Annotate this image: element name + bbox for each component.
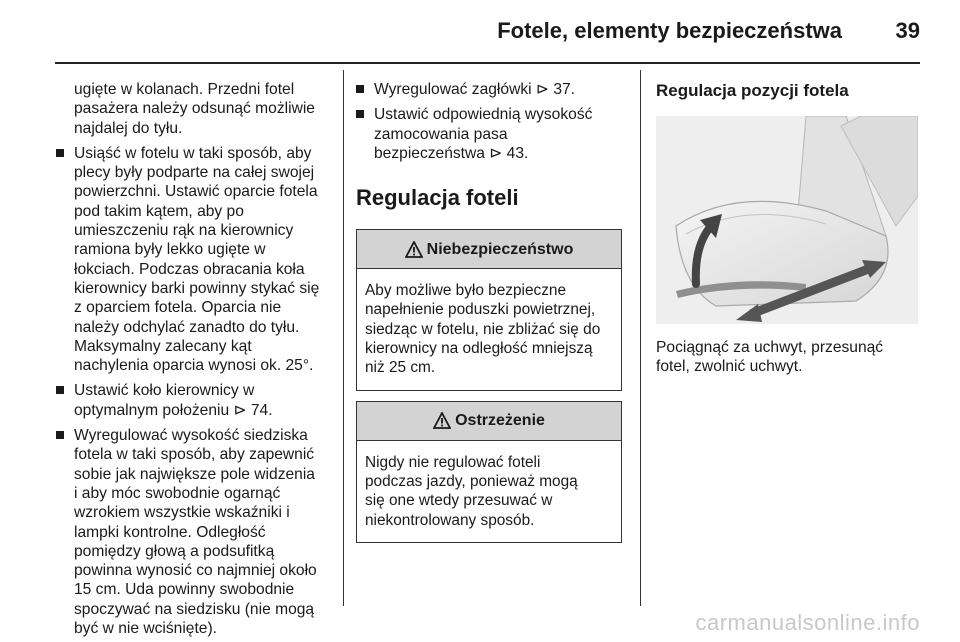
- text-line: lampki kontrolne. Odległość: [74, 523, 266, 541]
- header-title: Fotele, elementy bezpieczeństwa: [497, 18, 842, 43]
- text-line: pod takim kątem, aby po: [74, 202, 244, 220]
- page-number: 39: [895, 18, 920, 43]
- bullet-square-icon: [56, 149, 64, 157]
- text-line: zamocowania pasa: [374, 125, 508, 143]
- text-line: Usiąść w fotelu w taki sposób, aby: [74, 144, 312, 162]
- list-item: [356, 80, 622, 99]
- list-item: [356, 105, 622, 163]
- text-line: powierzchni. Ustawić oparcie fotela: [74, 183, 318, 201]
- text-line: 15 cm. Uda powinny swobodnie: [74, 581, 295, 599]
- list-item: [56, 381, 338, 420]
- column-divider-2: [640, 70, 641, 606]
- bullet-square-icon: [356, 85, 364, 93]
- page-reference-link[interactable]: optymalnym położeniu ⊳ 74.: [74, 401, 273, 419]
- continued-paragraph: [56, 80, 338, 138]
- text-line: spoczywać na siedzisku (nie mogą: [74, 600, 315, 618]
- seat-adjustment-illustration: [656, 116, 918, 324]
- page-reference-link[interactable]: Wyregulować zagłówki ⊳ 37.: [374, 81, 575, 98]
- text-line: łokciach. Podczas obracania koła: [74, 260, 305, 278]
- text-line: Aby możliwe było bezpieczne: [365, 282, 567, 300]
- column-1: [56, 80, 338, 638]
- text-line: podczas jazdy, ponieważ mogą: [365, 472, 578, 490]
- list-item: [56, 144, 338, 376]
- text-line: napełnienie poduszki powietrznej,: [365, 301, 596, 319]
- text-line: Ustawić odpowiednią wysokość: [374, 106, 593, 124]
- text-line: plecy były podparte na całej swojej: [74, 164, 315, 182]
- figure-caption: [656, 338, 918, 377]
- header-rule: [55, 62, 920, 64]
- danger-notice-body: [357, 269, 621, 389]
- text-line: Pociągnąć za uchwyt, przesunąć: [656, 339, 884, 356]
- warning-triangle-icon: [433, 412, 451, 429]
- text-line: siedząc w fotelu, nie zbliżać się do: [365, 320, 601, 338]
- text-line: fotela w taki sposób, aby zapewnić: [74, 446, 315, 464]
- text-line: sobie jak największe pole widzenia: [74, 465, 315, 483]
- text-line: i aby móc swobodnie ogarnąć: [74, 484, 281, 502]
- text-line: pasażera należy odsunąć możliwie: [74, 100, 315, 118]
- text-line: Wyregulować wysokość siedziska: [74, 427, 308, 445]
- text-line: z oparciem fotela. Oparcia nie: [74, 299, 282, 317]
- section-heading: Regulacja foteli: [356, 185, 519, 211]
- warning-notice: [356, 401, 622, 543]
- bullet-square-icon: [56, 386, 64, 394]
- column-3: [656, 80, 918, 377]
- text-line: umieszczeniu rąk na kierownicy: [74, 222, 294, 240]
- warning-notice-body: [357, 441, 621, 542]
- text-line: być w nie wciśnięte).: [74, 620, 217, 638]
- text-line: ramiona były lekko ugięte w: [74, 241, 266, 259]
- watermark: carmanualsonline.info: [695, 610, 920, 635]
- column-divider-1: [343, 70, 344, 606]
- text-line: się one wtedy przesuwać w: [365, 492, 553, 510]
- text-line: Nigdy nie regulować foteli: [365, 453, 541, 471]
- text-line: powinna wynosić co najmniej około: [74, 562, 317, 580]
- text-line: Maksymalny zalecany kąt: [74, 337, 252, 355]
- text-line: fotel, zwolnić uchwyt.: [656, 358, 803, 376]
- text-line: kierownicy barki powinny stykać się: [74, 279, 320, 297]
- page-reference-link[interactable]: bezpieczeństwa ⊳ 43.: [374, 144, 529, 162]
- text-line: nachylenia oparcia wynosi ok. 25°.: [74, 357, 314, 375]
- text-line: ugięte w kolanach. Przedni fotel: [74, 81, 295, 98]
- bullet-square-icon: [356, 110, 364, 118]
- danger-notice: [356, 229, 622, 390]
- warning-notice-header: [357, 402, 621, 441]
- text-line: pomiędzy głową a podsufitką: [74, 542, 275, 560]
- danger-notice-title: Niebezpieczeństwo: [426, 240, 574, 258]
- seat-lever-illustration-icon: [656, 116, 918, 324]
- subsection-heading: Regulacja pozycji fotela: [656, 81, 849, 100]
- text-line: kierownicy na odległość mniejszą: [365, 340, 593, 358]
- warning-notice-title: Ostrzeżenie: [455, 412, 545, 430]
- text-line: niż 25 cm.: [365, 359, 436, 377]
- text-line: Ustawić koło kierownicy w: [74, 382, 255, 400]
- text-line: wzrokiem wszystkie wskaźniki i: [74, 504, 290, 522]
- column-2: [356, 74, 622, 543]
- text-line: niekontrolowany sposób.: [365, 511, 535, 529]
- list-item: [56, 426, 338, 638]
- text-line: należy odchylać zanadto do tyłu.: [74, 318, 300, 336]
- text-line: najdalej do tyłu.: [74, 119, 183, 137]
- warning-triangle-icon: [405, 241, 423, 258]
- bullet-square-icon: [56, 431, 64, 439]
- danger-notice-header: [357, 230, 621, 269]
